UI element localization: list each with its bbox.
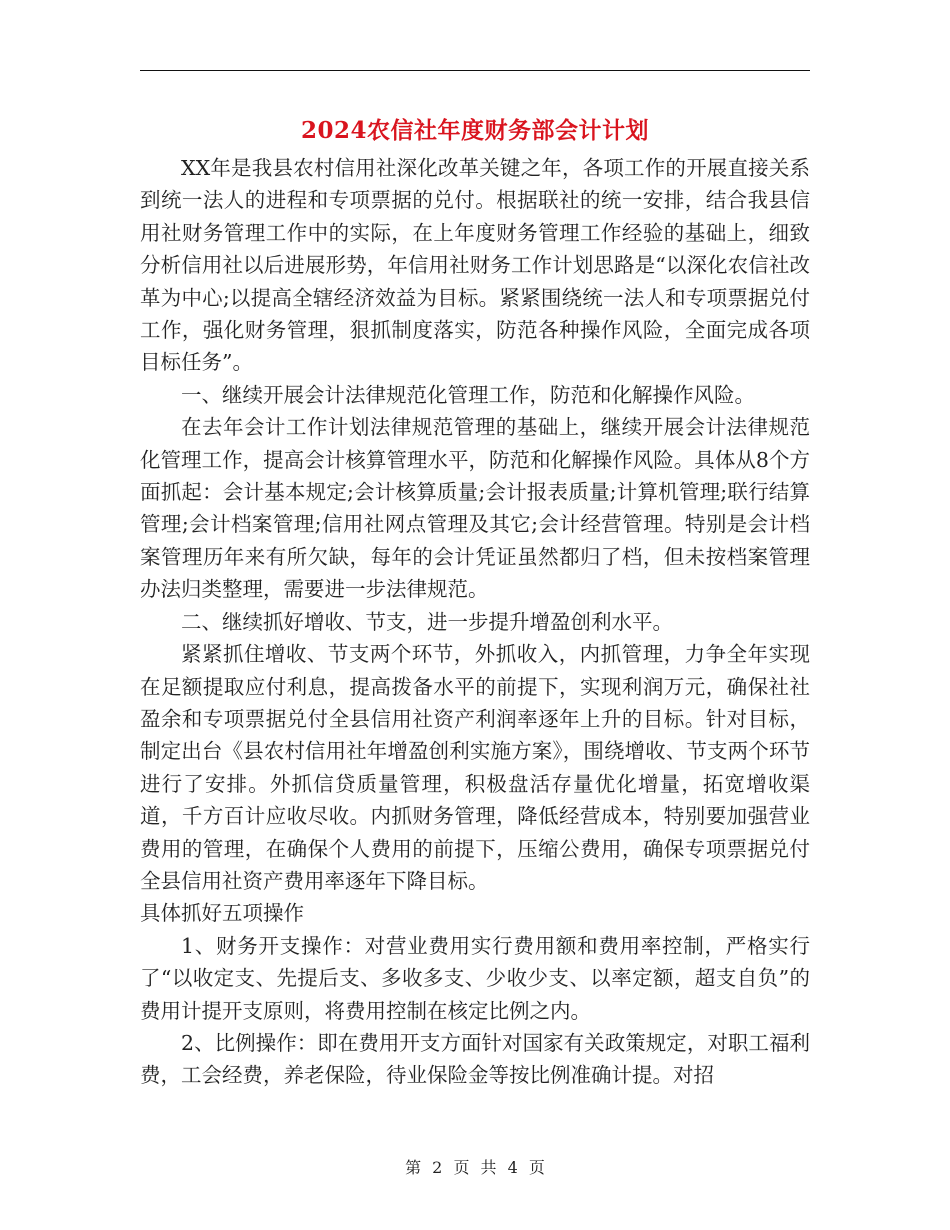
document-title: 2024农信社年度财务部会计计划 — [300, 117, 649, 144]
heading-section-2: 二、继续抓好增收、节支，进一步提升增盈创利水平。 — [181, 609, 673, 634]
page-footer: 第 2 页 共 4 页 — [405, 1158, 545, 1177]
paragraph-five-items: 具体抓好五项操作 — [140, 901, 304, 926]
heading-section-1: 一、继续开展会计法律规范化管理工作，防范和化解操作风险。 — [181, 382, 755, 407]
paragraph-intro: XX年是我县农村信用社深化改革关键之年，各项工作的开展直接关系到统一法人的进程和专项票据的兑付。根据联社的统一安排，结合我县信用社财务管理工作中的实际，在上年度财务管理工作经验的基础上，细致分析信用社以后进展形势，年信用社财务工作计划思路是“以深化农信社改革为中心;以提高全辖经济效益为目标。紧紧围绕统一法人和专项票据兑付工作，强化财务管理，狠抓制度落实，防范各种操作风险，全面完成各项目标任务”。 — [140, 156, 810, 375]
paragraph-section-1: 在去年会计工作计划法律规范管理的基础上，继续开展会计法律规范化管理工作，提高会计核算管理水平，防范和化解操作风险。具体从8个方面抓起：会计基本规定;会计核算质量;会计报表质量;计算机管理;联行结算管理;会计档案管理;信用社网点管理及其它;会计经营管理。特别是会计档案管理历年来有所欠缺，每年的会计凭证虽然都归了档，但未按档案管理办法归类整理，需要进一步法律规范。 — [140, 415, 810, 602]
list-item-1: 1、财务开支操作：对营业费用实行费用额和费用率控制，严格实行了“以收定支、先提后支、多收多支、少收少支、以率定额，超支自负”的费用计提开支原则，将费用控制在核定比例之内。 — [140, 933, 810, 1023]
header-rule — [140, 70, 810, 71]
document-body — [140, 152, 810, 1092]
paragraph-section-2: 紧紧抓住增收、节支两个环节，外抓收入，内抓管理，力争全年实现在足额提取应付利息，提高拨备水平的前提下，实现利润万元，确保社社盈余和专项票据兑付全县信用社资产利润率逐年上升的目标。针对目标，制定出台《县农村信用社年增盈创利实施方案》，围绕增收、节支两个环节进行了安排。外抓信贷质量管理，积极盘活存量优化增量，拓宽增收渠道，千方百计应收尽收。内抓财务管理，降低经营成本，特别要加强营业费用的管理，在确保个人费用的前提下，压缩公费用，确保专项票据兑付全县信用社资产费用率逐年下降目标。 — [140, 642, 810, 893]
list-item-2: 2、比例操作：即在费用开支方面针对国家有关政策规定，对职工福利费，工会经费，养老保险，待业保险金等按比例准确计提。对招 — [140, 1030, 810, 1088]
